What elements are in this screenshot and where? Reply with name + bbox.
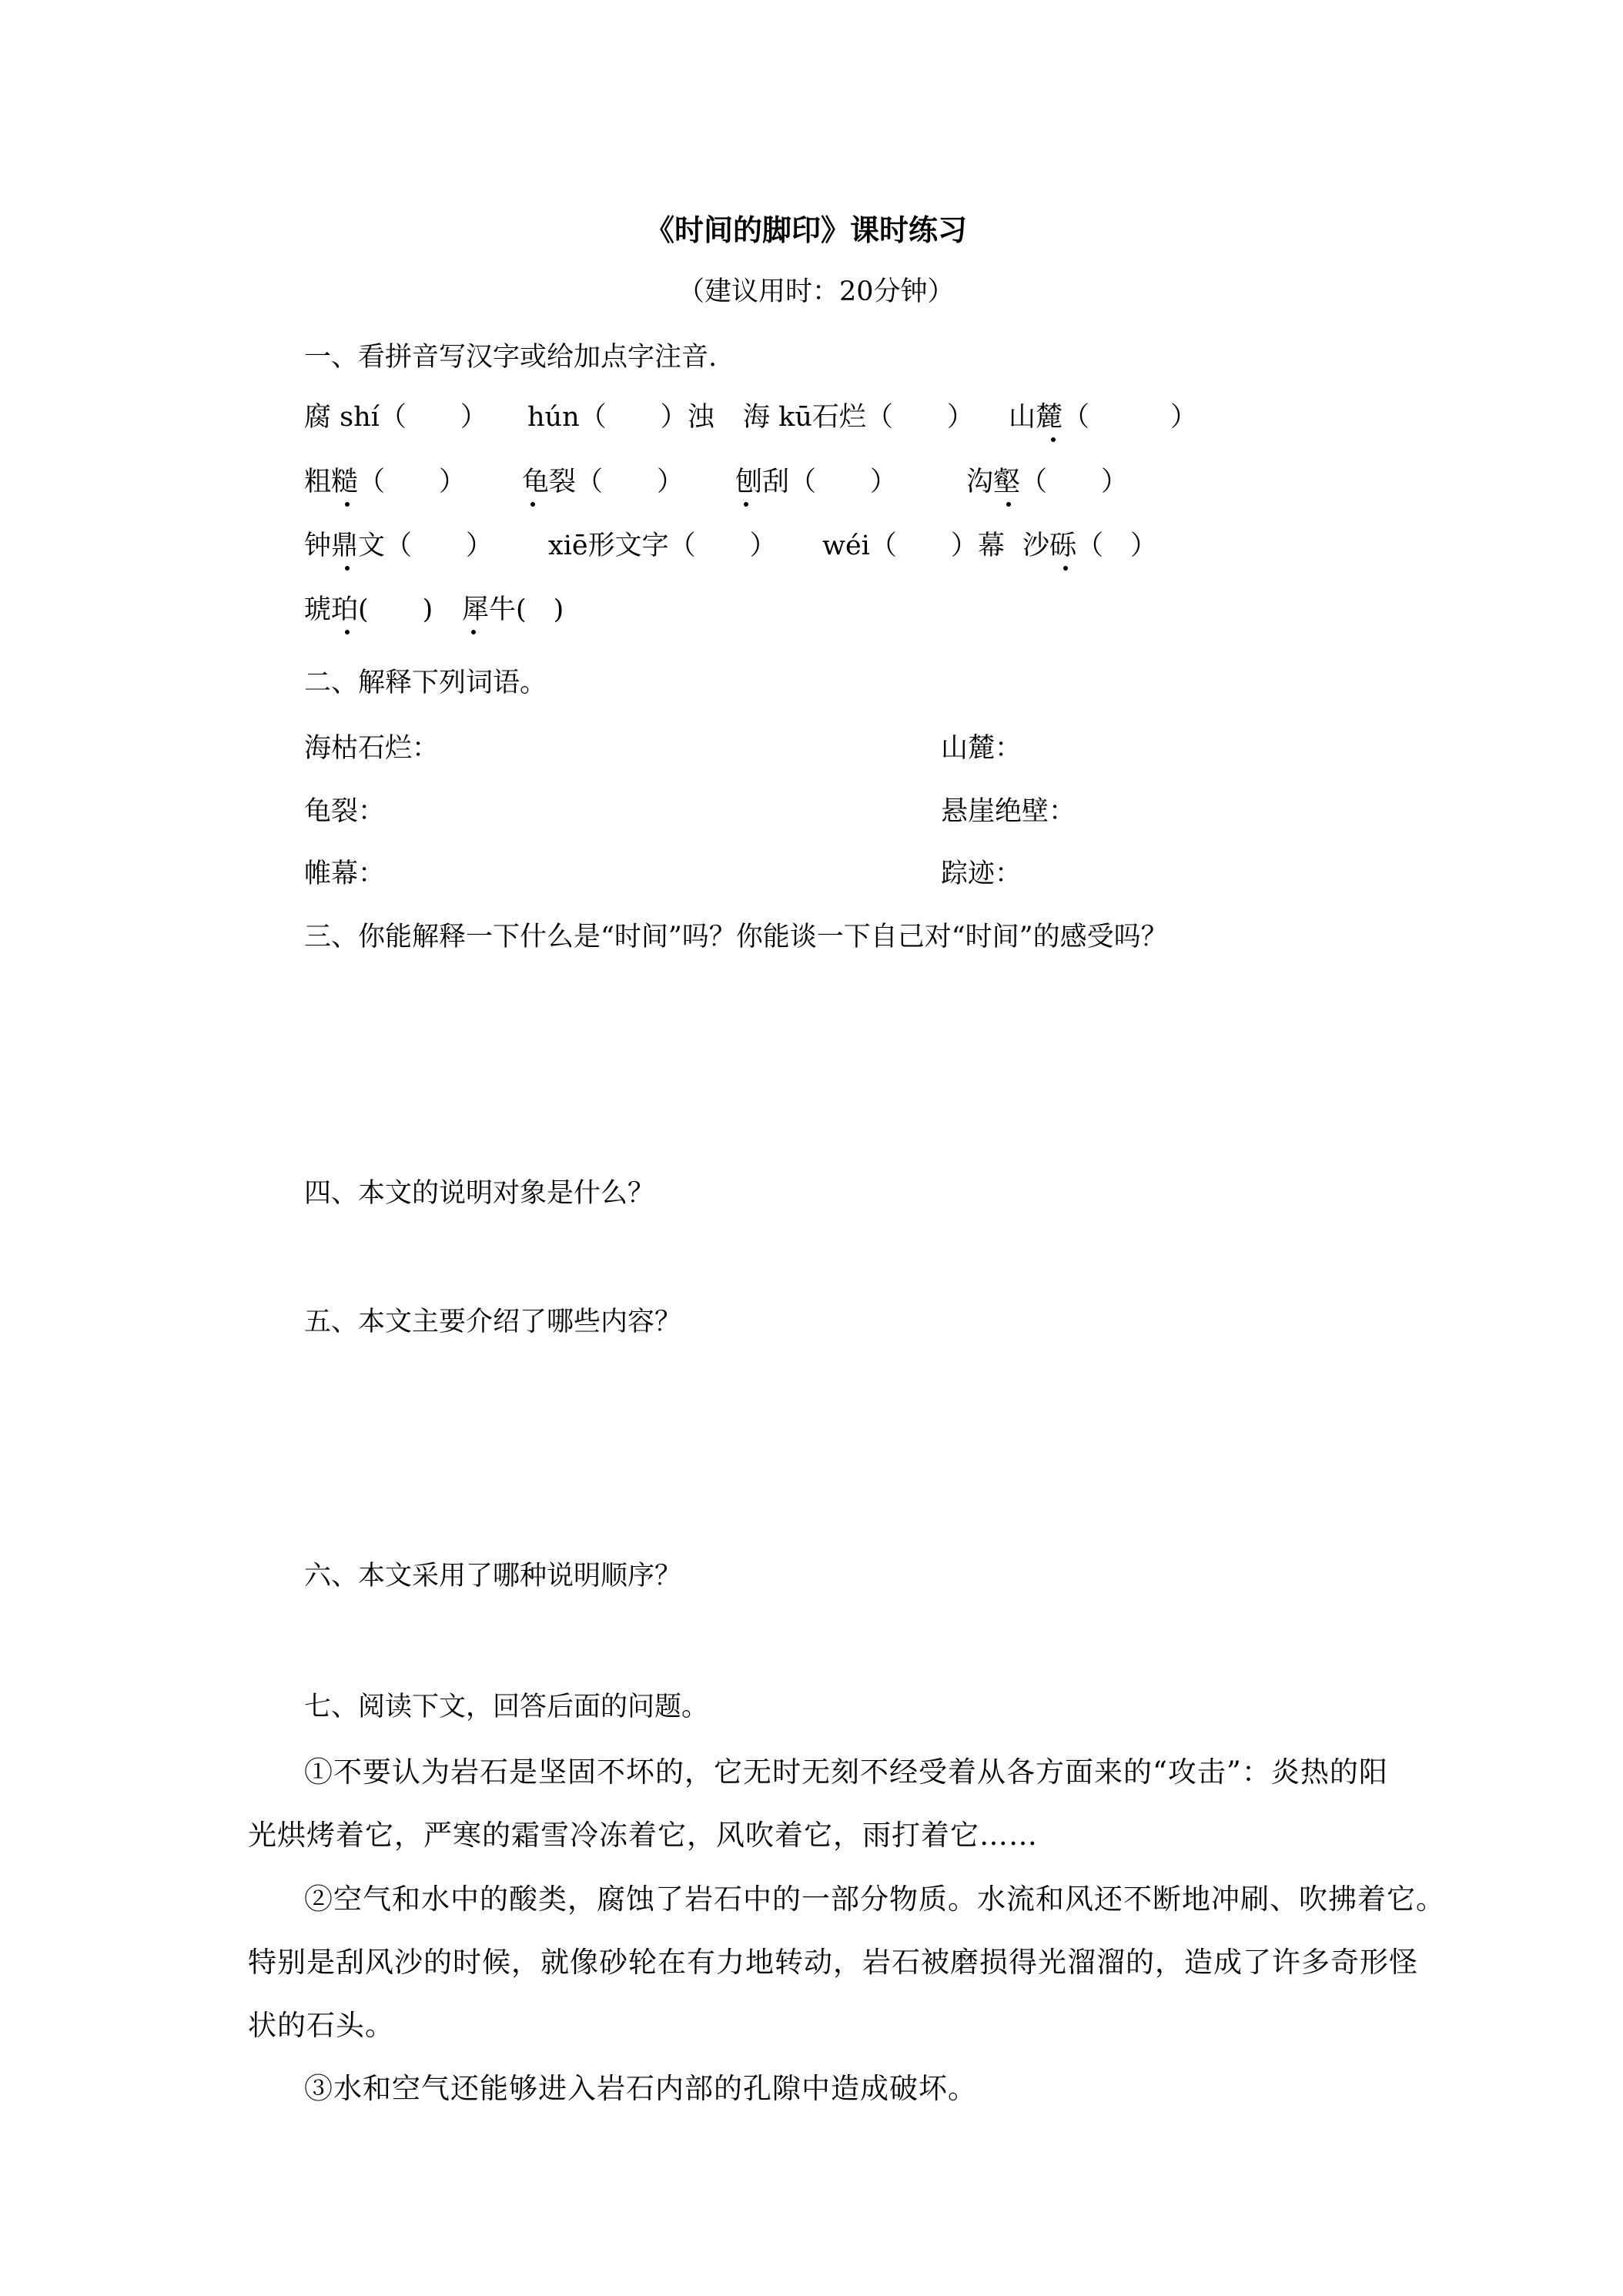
emphasis-dot [471, 630, 476, 634]
q2-term: 悬崖绝壁： [941, 796, 1076, 827]
q2-term: 龟裂： [304, 796, 386, 827]
passage-line: ③水和空气还能够进入岩石内部的孔隙中造成破坏。 [304, 2072, 977, 2105]
q2-term: 海枯石烂： [304, 733, 440, 764]
emphasis-dot [345, 566, 350, 571]
q6-answer-space[interactable] [304, 1602, 1382, 1678]
q7-heading: 七、阅读下文，回答后面的问题。 [304, 1692, 709, 1722]
q5-answer-space[interactable] [304, 1347, 1382, 1540]
emphasis-dot [1063, 566, 1068, 571]
q4-heading: 四、本文的说明对象是什么？ [304, 1178, 655, 1209]
q1-item: 腐 shí（ ） [304, 402, 487, 433]
q1-item: 琥珀( ) [304, 594, 433, 625]
q1-item: wéi（ ）幕 [822, 530, 1005, 561]
q1-item: 沟壑（ ） [966, 467, 1129, 497]
q3-heading: 三、你能解释一下什么是“时间”吗？你能谈一下自己对“时间”的感受吗？ [304, 922, 1168, 952]
passage-line: 特别是刮风沙的时候，就像砂轮在有力地转动，岩石被磨损得光溜溜的，造成了许多奇形怪 [248, 1946, 1418, 1979]
suggested-time: （建议用时：20分钟） [678, 276, 955, 307]
emphasis-dot [345, 630, 350, 634]
q1-item: 犀牛( ) [462, 594, 564, 625]
emphasis-dot [1051, 437, 1056, 442]
emphasis-dot [345, 502, 350, 507]
q2-term: 帷幕： [304, 858, 386, 889]
q2-term: 踪迹： [941, 858, 1022, 889]
q3-answer-space[interactable] [304, 962, 1382, 1155]
passage-line: ①不要认为岩石是坚固不坏的，它无时无刻不经受着从各方面来的“攻击”：炎热的阳 [304, 1755, 1388, 1789]
q1-item: 沙砾（ ） [1022, 530, 1158, 561]
q1-item: hún（ ）浊 [527, 402, 714, 433]
q1-item: 刨刮（ ） [735, 467, 898, 497]
emphasis-dot [1006, 502, 1011, 507]
passage-line: 光烘烤着它，严寒的霜雪冷冻着它，风吹着它，雨打着它…… [248, 1819, 1038, 1852]
q1-item: 海 kū石烂（ ） [743, 402, 974, 433]
emphasis-dot [530, 502, 535, 507]
q6-heading: 六、本文采用了哪种说明顺序？ [304, 1561, 682, 1591]
q1-item: 龟裂（ ） [522, 467, 684, 497]
q2-heading: 二、解释下列词语。 [304, 668, 547, 698]
q1-item: 粗糙（ ） [304, 467, 467, 497]
passage-line: 状的石头。 [248, 2009, 394, 2042]
q1-item: 山麓（ ） [1009, 402, 1198, 433]
q1-item: 钟鼎文（ ） [304, 530, 494, 561]
q2-term: 山麓： [941, 733, 1022, 764]
emphasis-dot [744, 502, 748, 507]
q1-heading: 一、看拼音写汉字或给加点字注音. [304, 342, 718, 373]
q5-heading: 五、本文主要介绍了哪些内容？ [304, 1307, 682, 1337]
q1-item: xiē形文字（ ） [548, 530, 777, 561]
q4-answer-space[interactable] [304, 1219, 1382, 1288]
page-title: 《时间的脚印》课时练习 [645, 213, 968, 247]
passage-line: ②空气和水中的酸类，腐蚀了岩石中的一部分物质。水流和风还不断地冲刷、吹拂着它。 [304, 1883, 1445, 1916]
